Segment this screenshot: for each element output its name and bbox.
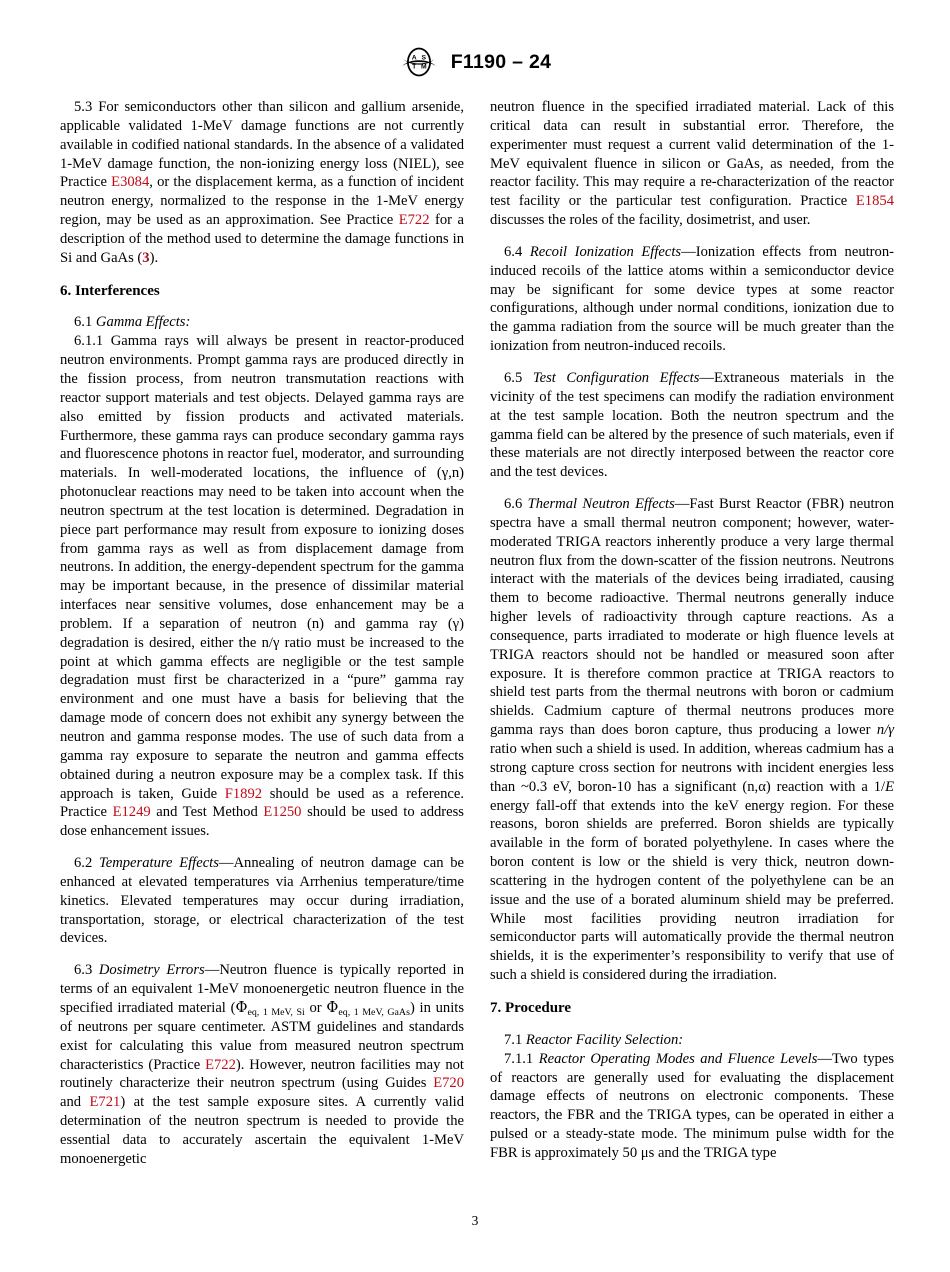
- page-number: 3: [471, 1213, 479, 1228]
- subsection-7-1: [490, 1031, 894, 1050]
- right-column: [490, 98, 894, 1169]
- paragraph-6-4: [490, 243, 894, 356]
- paragraph-6-2: [60, 854, 464, 948]
- section-heading-7: 7. Procedure: [490, 999, 572, 1016]
- paragraph-6-3-text-f: ) at the test sample exposure sites. A currently valid determination of the neutron spectrum is needed to provide the essential data to accurately ascertain the equivalent 1-MeV monoenergetic: [60, 1094, 464, 1167]
- paragraph-6-6-text-c: energy fall-off that extends into the keV energy region. For these reasons, boron shields are preferred. Boron shields are typically available in the form of borated polyethylene. In cases where the boron content is low or the shield is very thick, neutron down-scattering in the hydrogen content of the polyethylene can be an issue and the use of a borated aluminum shield may be preferred. While most facilities providing neutron irradiation for semiconductor parts will automatically provide the thermal neutron shields, it is the experimenter’s responsibility to verify that use of such a shield is considered during the irradiation.: [490, 797, 894, 984]
- paragraph-6-3-text-c: ) in units of neutrons per square centimeter. ASTM guidelines and standards exist for calculating this value from measured neutron spectrum characteristics (Practice: [60, 999, 465, 1073]
- reference-link-e1854[interactable]: E1854: [855, 193, 894, 210]
- paragraph-7-1-1-number: 7.1.1: [504, 1050, 534, 1067]
- reference-link-e720[interactable]: E720: [433, 1075, 464, 1092]
- phi-symbol-gaas: Φ: [326, 998, 339, 1016]
- reference-link-e3084[interactable]: E3084: [111, 174, 150, 191]
- subsection-7-1-title: Reactor Facility Selection:: [525, 1031, 684, 1048]
- left-column: [60, 98, 464, 1169]
- paragraph-6-3-cont-text-a: neutron fluence in the specified irradiated material. Lack of this critical data can result in substantial error. Therefore, the experimenter must request a current valid determination of the 1-MeV equivalent fluence in silicon or GaAs, as needed, from the reactor facility. This may require a re-characterization of the reactor test facility or the particular test configuration. Practice: [490, 99, 894, 210]
- paragraph-6-3: [60, 961, 464, 1168]
- paragraph-6-1-1-text-d: should be used to address dose enhancement issues.: [60, 804, 464, 840]
- phi-subscript-si: eq, 1 MeV, Si: [247, 1006, 305, 1018]
- svg-text:A: A: [411, 54, 417, 62]
- paragraph-6-6: [490, 495, 894, 985]
- paragraph-6-6-title: Thermal Neutron Effects: [527, 496, 675, 513]
- paragraph-6-4-title: Recoil Ionization Effects: [529, 243, 682, 260]
- paragraph-6-1-1: [60, 332, 464, 841]
- paragraph-6-3-text-b: or: [304, 999, 327, 1016]
- paragraph-6-2-text: —Annealing of neutron damage can be enhanced at elevated temperatures via Arrhenius temperature/time kinetics. Elevated temperatures may occur during irradiation, transportation, storage, or electrical characterization of the test devices.: [60, 855, 464, 947]
- reference-citation-3[interactable]: 3: [142, 249, 150, 266]
- svg-text:T: T: [411, 63, 416, 71]
- paragraph-6-4-number: 6.4: [504, 243, 523, 260]
- paragraph-5-3-text-d: ).: [149, 249, 159, 266]
- paragraph-6-4-text: —Ionization effects from neutron-induced recoils of the lattice atoms within a semiconductor device may be significant for some device types at some reactor configurations, although under normal conditions, ionization due to the gamma radiation from the source will be much greater than the ionization from neutron-induced recoils.: [490, 243, 894, 355]
- paragraph-6-6-text-a: —Fast Burst Reactor (FBR) neutron spectra have a small thermal neutron component; however, water-moderated TRIGA reactors inherently produce a very large thermal neutron flux from the down-scatter of the fission neutrons. Neutrons interact with the materials of the devices being irradiated, causing them to become radioactive. Thermal neutrons generally induce higher levels of radioactivity through capture reactions. As a consequence, parts irradiated to moderate or high fluence levels at TRIGA reactors should not be handled or measured soon after exposure. It is therefore common practice at TRIGA reactors to shield test parts from the thermal neutrons with boron or cadmium shields. Cadmium capture of thermal neutrons produces more gamma rays than does boron capture, thus producing a lower: [490, 496, 894, 739]
- paragraph-6-1-1-text-b: should be used as a reference. Practice: [60, 785, 464, 821]
- reference-link-e721[interactable]: E721: [89, 1094, 121, 1111]
- svg-text:M: M: [420, 63, 427, 71]
- paragraph-5-3: [60, 98, 464, 268]
- subsection-7-1-number: 7.1: [504, 1031, 523, 1048]
- subsection-6-1-title: Gamma Effects:: [95, 314, 191, 331]
- section-heading-6: 6. Interferences: [60, 282, 160, 299]
- paragraph-6-3-text-e: and: [60, 1094, 90, 1111]
- reference-link-e722[interactable]: E722: [398, 212, 430, 229]
- paragraph-6-3-title: Dosimetry Errors: [98, 962, 205, 979]
- paragraph-6-5: [490, 369, 894, 482]
- paragraph-6-3-text-a: —Neutron fluence is typically reported in terms of an equivalent 1-MeV monoenergetic neutron fluence in the specified irradiated material (: [60, 962, 464, 1016]
- phi-symbol-si: Φ: [235, 998, 248, 1016]
- reference-link-e722-b[interactable]: E722: [205, 1056, 236, 1073]
- paragraph-6-5-title: Test Configuration Effects: [532, 369, 700, 386]
- energy-symbol-e: E: [885, 778, 894, 795]
- paragraph-5-3-text-a: 5.3 For semiconductors other than silicon and gallium arsenide, applicable validated 1-MeV damage functions are not currently available in codified national standards. In the absence of a validated 1-MeV damage function, the non-ionizing energy loss (NIEL), see Practice: [60, 99, 464, 191]
- subsection-6-1-number: 6.1: [74, 314, 93, 331]
- phi-subscript-gaas: eq, 1 MeV, GaAs: [338, 1006, 410, 1018]
- paragraph-6-2-number: 6.2: [74, 855, 93, 872]
- page-header: [0, 40, 950, 84]
- reference-link-e1249[interactable]: E1249: [112, 804, 151, 821]
- svg-text:S: S: [421, 54, 426, 62]
- paragraph-6-6-text-b: ratio when such a shield is used. In addition, whereas cadmium has a strong capture cross section for neutrons with incident energies less than ~0.3 eV, boron-10 has a significant (n,α) reaction with a 1/: [490, 741, 894, 795]
- paragraph-6-6-number: 6.6: [504, 496, 523, 513]
- standard-designation: F1190 – 24: [450, 50, 552, 73]
- paragraph-6-1-1-text-c: and Test Method: [150, 804, 264, 821]
- n-gamma-ratio-symbol: n/γ: [876, 722, 894, 739]
- reference-link-e1250[interactable]: E1250: [263, 804, 302, 821]
- two-column-body: [60, 98, 894, 1169]
- paragraph-6-1-1-number: 6.1.1: [74, 333, 104, 350]
- astm-logo-icon: [399, 42, 439, 82]
- paragraph-6-5-number: 6.5: [504, 369, 523, 386]
- subsection-6-1: [60, 313, 464, 332]
- paragraph-7-1-1-title: Reactor Operating Modes and Fluence Levels: [538, 1050, 818, 1067]
- paragraph-6-5-text: —Extraneous materials in the vicinity of the test specimens can modify the radiation environment at the test sample location. Both the neutron spectrum and the gamma field can be altered by the presence of such materials, even if these materials are not directly interposed between the reactor core and the test devices.: [490, 369, 894, 481]
- paragraph-6-3-continuation: [490, 98, 894, 230]
- paragraph-6-1-1-text-a: Gamma rays will always be present in reactor-produced neutron environments. Prompt gamma rays are produced directly in the fission process, from neutron transmutation reactions with reactor support materials and test objects. Delayed gamma rays are also emitted by fission products and activated materials. Furthermore, these gamma rays can produce secondary gamma rays and fluorescence photons in reactor fuel, moderator, and surrounding materials. In well-moderated locations, the influence of (γ,n) photonuclear reactions may need to be taken into account when the neutron spectrum at the test location is determined. Degradation in piece part performance may result from exposure to ionizing doses from gamma rays as well as from displacement damage from neutrons. In addition, the energy-dependent spectrum for the gamma may be important because, in the presence of dissimilar material interfaces near sensitive volumes, dose enhancement may be a problem. If a separation of neutron (n) and gamma ray (γ) degradation is desired, either the n/γ ratio must be increased to the point at which gamma effects are negligible or the test sample degradation must first be characterized in a “pure” gamma ray environment and one must have a basis for believing that the damage mode of concern does not exhibit any synergy between the neutron and gamma response modes. The use of such data from a gamma ray exposure to separate the neutron and gamma effects obtained during a neutron exposure may be a complex task. If this approach is taken, Guide: [60, 333, 464, 802]
- paragraph-6-3-number: 6.3: [74, 962, 93, 979]
- paragraph-6-3-text-d: ). However, neutron facilities may not routinely characterize their neutron spectrum (using Guides: [60, 1056, 464, 1092]
- paragraph-7-1-1: [490, 1050, 894, 1163]
- paragraph-5-3-text-c: for a description of the method used to determine the damage functions in Si and GaAs (: [60, 212, 464, 266]
- paragraph-6-2-title: Temperature Effects: [98, 855, 219, 872]
- paragraph-5-3-text-b: , or the displacement kerma, as a function of incident neutron energy, normalized to the response in the 1-MeV energy region, may be used as an approximation. See Practice: [60, 174, 464, 229]
- paragraph-6-3-cont-text-b: discusses the roles of the facility, dosimetrist, and user.: [490, 212, 811, 229]
- paragraph-7-1-1-text: —Two types of reactors are generally used for evaluating the displacement damage effects of neutrons on electronic components. These reactors, the FBR and the TRIGA types, can be operated in either a pulsed or a steady-state mode. The minimum pulse width for the FBR is approximately 50 μs and the TRIGA type: [490, 1050, 895, 1161]
- reference-link-f1892[interactable]: F1892: [224, 785, 263, 802]
